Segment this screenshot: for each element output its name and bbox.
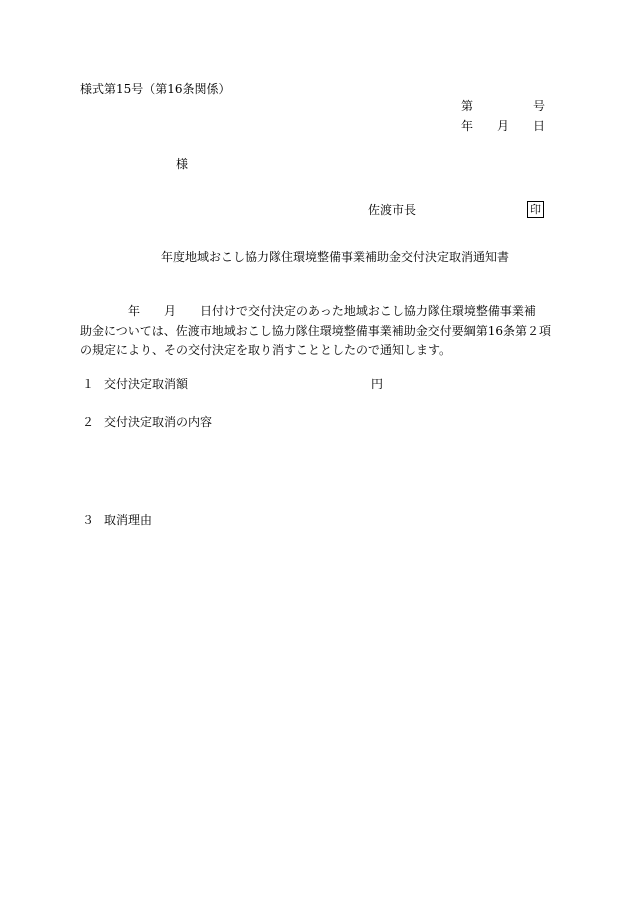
item-2-label: 交付決定取消の内容 (104, 415, 213, 429)
item-3-number: ３ (82, 513, 95, 527)
notice-body (80, 302, 550, 361)
item-2-number: ２ (82, 415, 95, 429)
date-year: 年 (461, 119, 474, 133)
date-month: 月 (497, 119, 510, 133)
item-1-label: 交付決定取消額 (104, 377, 189, 391)
item-1-number: １ (82, 377, 95, 391)
body-line-1-text: 日付けで交付決定のあった地域おこし協力隊住環境整備事業補 (200, 304, 536, 318)
document-number-prefix: 第 (461, 99, 474, 113)
document-number-suffix: 号 (533, 99, 546, 113)
document-title: 年度地域おこし協力隊住環境整備事業補助金交付決定取消通知書 (161, 250, 510, 264)
item-3-label: 取消理由 (104, 513, 153, 527)
body-line-1 (80, 302, 550, 322)
body-line-2: 助金については、佐渡市地域おこし協力隊住環境整備事業補助金交付要綱第16条第２項 (80, 323, 552, 338)
body-month: 月 (164, 304, 177, 318)
item-1-unit: 円 (371, 377, 384, 391)
issuer-name: 佐渡市長 (368, 203, 417, 217)
date-day: 日 (533, 119, 546, 133)
form-number-title: 様式第15号（第16条関係） (80, 82, 231, 96)
seal-mark: 印 (527, 201, 544, 218)
body-line-3: の規定により、その交付決定を取り消すこととしたので通知します。 (80, 343, 452, 358)
addressee-honorific: 様 (176, 157, 189, 171)
body-year: 年 (128, 304, 141, 318)
